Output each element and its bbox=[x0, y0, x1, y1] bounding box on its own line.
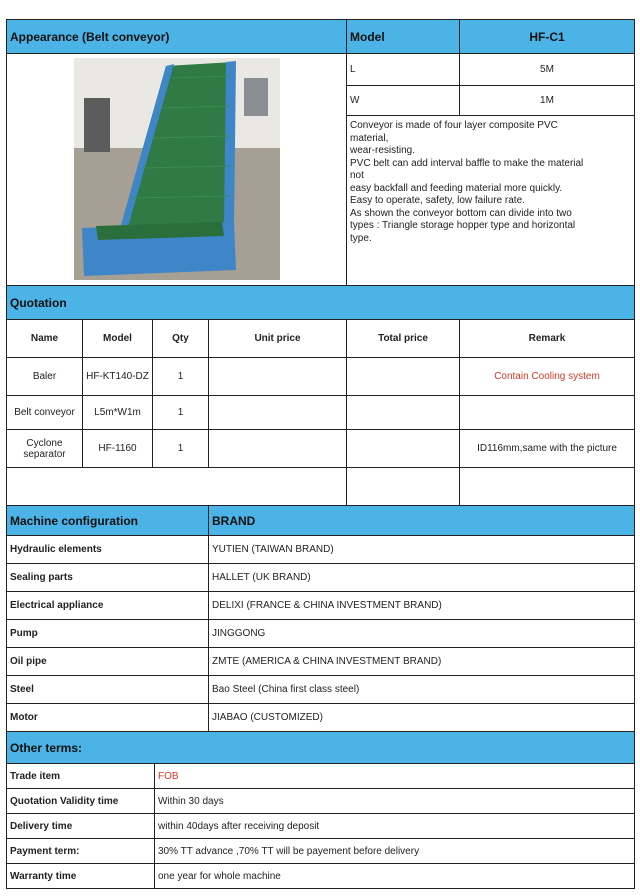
conveyor-photo-cell bbox=[7, 54, 347, 286]
appearance-title: Appearance (Belt conveyor) bbox=[7, 20, 347, 54]
machine-config-table: Machine configuration BRAND Hydraulic elements YUTIEN (TAIWAN BRAND) Sealing parts HALLET (UK BRAND) Electrical appliance DELIXI (FRANCE & CHINA INVESTMENT BRAND) Pump JINGGONG Oil pipe ZMTE (AMERICA & CHINA INVESTMENT BRAND) Steel Bao Steel (China first class steel) Motor JIABAO (CUSTOMIZED) bbox=[6, 505, 635, 732]
terms-title: Other terms: bbox=[7, 732, 635, 764]
model-label: Model bbox=[347, 20, 460, 54]
model-value: HF-C1 bbox=[460, 20, 635, 54]
width-value: 1M bbox=[460, 86, 635, 116]
width-label: W bbox=[347, 86, 460, 116]
appearance-table bbox=[6, 19, 635, 286]
remark-cooling: Contain Cooling system bbox=[460, 358, 635, 396]
trade-item-value: FOB bbox=[155, 764, 635, 789]
conveyor-drawing bbox=[74, 58, 280, 280]
table-row: Cyclone separator HF-1160 1 ID116mm,same with the picture bbox=[7, 430, 635, 468]
quotation-sheet bbox=[6, 19, 634, 889]
table-row bbox=[7, 468, 635, 506]
col-name: Name bbox=[7, 320, 83, 358]
col-qty: Qty bbox=[153, 320, 209, 358]
length-value: 5M bbox=[460, 54, 635, 86]
table-row: Belt conveyor L5m*W1m 1 bbox=[7, 396, 635, 430]
col-total-price: Total price bbox=[347, 320, 460, 358]
brand-label: BRAND bbox=[209, 506, 635, 536]
table-row: Baler HF-KT140-DZ 1 Contain Cooling system bbox=[7, 358, 635, 396]
quotation-title: Quotation bbox=[7, 286, 635, 320]
config-title: Machine configuration bbox=[7, 506, 209, 536]
quotation-table bbox=[6, 285, 635, 506]
col-model: Model bbox=[83, 320, 153, 358]
belt-conveyor-photo bbox=[74, 58, 280, 280]
conveyor-description: Conveyor is made of four layer composite PVC material, wear-resisting. PVC belt can add interval baffle to make the material not easy backfall and feeding material more quickly. Easy to operate, safety, low failure rate. As shown the conveyor bottom can divide into two types : Triangle storage hopper type and horizontal type. bbox=[347, 116, 635, 286]
col-unit-price: Unit price bbox=[209, 320, 347, 358]
col-remark: Remark bbox=[460, 320, 635, 358]
other-terms-table: Other terms: Trade item FOB Quotation Validity time Within 30 days Delivery time within 40days after receiving deposit Payment term: 30% TT advance ,70% TT will be payement before delivery Warranty time one year for whole machine bbox=[6, 731, 635, 889]
length-label: L bbox=[347, 54, 460, 86]
